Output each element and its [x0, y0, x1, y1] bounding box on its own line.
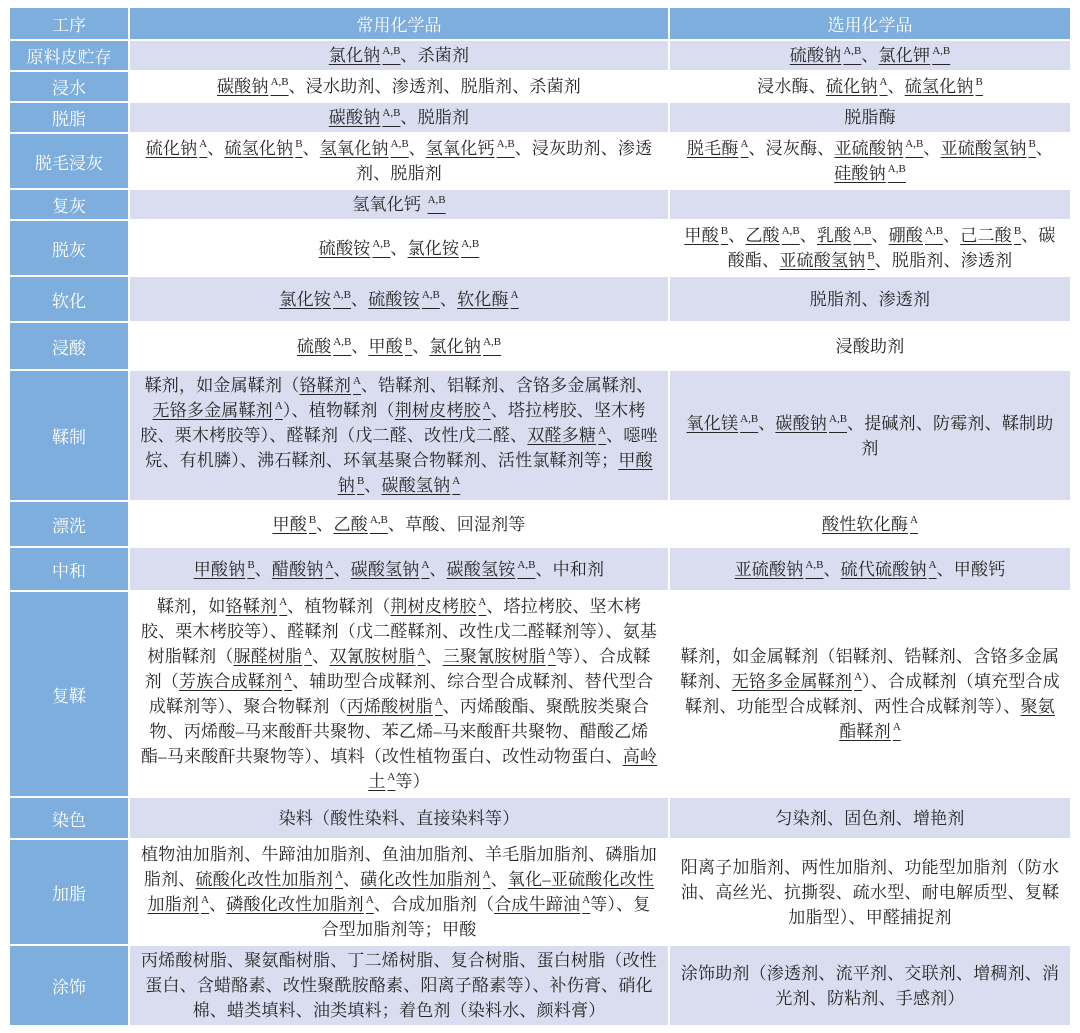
common-chemicals-cell	[130, 221, 668, 275]
text-run: 脱脂酶	[844, 108, 896, 127]
optional-chemicals-cell	[670, 72, 1070, 101]
table-body	[10, 41, 1070, 1025]
process-cell: 脱毛浸灰	[10, 134, 128, 188]
text-run: 涂饰助剂（渗透剂、流平剂、交联剂、增稠剂、消光剂、防粘剂、手感剂）	[680, 963, 1060, 1008]
chemical-name-underlined: 氧化镁 $^{A,B}$	[686, 412, 759, 433]
footnote-marker: A	[910, 513, 918, 526]
footnote-marker: A,B	[270, 76, 289, 89]
chemical-name-underlined: 硫酸 $^{A,B}$	[296, 335, 352, 356]
process-cell: 浸酸	[10, 323, 128, 369]
header-common-chemicals: 常用化学品	[130, 8, 668, 39]
chemical-name-underlined: 荆树皮栲胶 $^A$	[390, 596, 487, 616]
footnote-marker: A,B	[829, 412, 848, 425]
chemical-name-underlined: 甲酸 $^B$	[272, 513, 317, 534]
footnote-marker: A	[854, 671, 863, 684]
chemicals-table	[8, 6, 1072, 1027]
text-run: 、	[316, 514, 334, 534]
optional-chemicals-cell	[670, 798, 1070, 838]
common-chemicals-cell	[130, 134, 668, 188]
footnote-marker: A	[598, 425, 607, 438]
text-run: 浸酸助剂	[835, 336, 905, 356]
footnote-marker: A	[274, 400, 283, 413]
text-run: 、	[343, 870, 361, 889]
text-run: 、	[799, 226, 817, 245]
chemical-name-underlined: 合成牛蹄油 $^A$	[494, 894, 591, 914]
footnote-marker: A	[365, 894, 374, 907]
table-row	[10, 946, 1070, 1025]
footnote-marker: A,B	[390, 138, 409, 151]
common-chemicals-cell	[130, 371, 668, 500]
text-run: 鞣剂，如金属鞣剂（	[144, 376, 300, 395]
footnote-marker: A,B	[843, 45, 862, 58]
chemical-name-underlined: 硫酸铵 $^{A,B}$	[318, 237, 391, 258]
footnote-marker: A	[547, 646, 556, 659]
footnote-marker: B	[867, 250, 875, 263]
chemical-name-underlined: 硼酸 $^{A,B}$	[888, 225, 944, 245]
chemical-name-underlined: 三聚氰胺树脂 $^A$	[442, 646, 556, 666]
table-row	[10, 548, 1070, 590]
header-optional-chemicals: 选用化学品	[670, 8, 1070, 39]
chemical-name-underlined: 氯化钠 $^{A,B}$	[328, 45, 401, 65]
footnote-marker: A,B	[369, 513, 388, 526]
text-run: 、中和剂	[535, 559, 605, 579]
optional-chemicals-cell	[670, 134, 1070, 188]
text-run: 等）、合成鞣剂（	[144, 647, 651, 691]
chemical-name-underlined: 碳酸氢钠 $^A$	[350, 558, 430, 579]
footnote-marker: A,B	[332, 288, 352, 301]
text-run: 等）	[395, 772, 430, 791]
common-chemicals-cell	[130, 103, 668, 132]
footnote-marker: B	[1028, 138, 1036, 151]
footnote-marker: A	[510, 288, 519, 301]
chemical-name-underlined: 铬鞣剂 $^A$	[299, 375, 361, 395]
text-run: 、	[429, 559, 447, 579]
chemical-name-underlined: 硫代硫酸钠 $^A$	[840, 558, 937, 579]
optional-chemicals-cell	[670, 277, 1070, 321]
footnote-marker: A	[928, 558, 937, 571]
optional-chemicals-cell	[670, 323, 1070, 369]
text-run: 植物油加脂剂、牛蹄油加脂剂、鱼油加脂剂、羊毛脂加脂剂、磷脂加脂剂、	[141, 845, 657, 889]
text-run: 、丙烯酸酯、聚酰胺类聚合物、丙烯酸–马来酸酐共聚物、苯乙烯–马来酸酐共聚物、醋酸乙烯酯–马来酸酐共聚物等）、填料（改性植物蛋白、改性动物蛋白、	[140, 697, 650, 766]
chemical-name-underlined: 氧化–亚硫酸化改性加脂剂 $^A$	[147, 870, 655, 914]
footnote-marker: A	[284, 671, 293, 684]
chemical-name-underlined	[426, 195, 446, 214]
chemical-name-underlined: 磷酸化改性加脂剂 $^A$	[226, 894, 374, 914]
footnote-marker: A	[417, 646, 426, 659]
chemical-name-underlined: 亚硫酸氢钠 $^B$	[779, 250, 875, 270]
footnote-marker: A,B	[496, 138, 515, 151]
text-run: 、	[923, 139, 941, 158]
footnote-marker: A	[452, 475, 461, 488]
table-row	[10, 323, 1070, 369]
text-run: 、	[254, 559, 272, 579]
footnote-marker: A	[353, 375, 361, 388]
footnote-marker: A	[582, 894, 591, 907]
table-row	[10, 221, 1070, 275]
chemical-name-underlined: 乙酸 $^{A,B}$	[333, 513, 388, 534]
table-row	[10, 103, 1070, 132]
process-cell: 复灰	[10, 190, 128, 219]
footnote-marker: A	[892, 721, 901, 734]
process-cell: 浸水	[10, 72, 128, 101]
chemical-name-underlined: 双醛多糖 $^A$	[527, 425, 607, 445]
footnote-marker: B	[356, 475, 365, 488]
process-cell: 加脂	[10, 840, 128, 944]
chemical-name-underlined: 碳酸钠 $^{A,B}$	[775, 412, 848, 433]
footnote-marker: A,B	[853, 225, 872, 238]
chemical-name-underlined: 氯化钾 $^{A,B}$	[878, 45, 951, 65]
table-row	[10, 277, 1070, 321]
chemical-name-underlined: 氯化铵 $^{A,B}$	[407, 237, 480, 258]
optional-chemicals-cell	[670, 548, 1070, 590]
chemical-name-underlined: 甲酸钠 $^B$	[337, 451, 653, 495]
text-run: 、	[209, 895, 227, 914]
process-cell: 中和	[10, 548, 128, 590]
chemical-name-underlined: 己二酸 $^B$	[960, 225, 1022, 245]
chemical-name-underlined: 双氰胺树脂 $^A$	[329, 646, 426, 666]
chemical-name-underlined: 亚硫酸钠 $^{A,B}$	[734, 558, 824, 579]
chemical-name-underlined: 甲酸 $^B$	[684, 225, 729, 245]
chemical-name-underlined: 软化酶 $^A$	[457, 288, 519, 309]
chemical-name-underlined: 酸性软化酶 $^A$	[822, 513, 918, 534]
chemical-name-underlined: 芳族合成鞣剂 $^A$	[179, 671, 293, 691]
text-run: 、塔拉栲胶、坚木栲胶、栗木栲胶等）、醛鞣剂（戊二醛、改性戊二醛、	[140, 401, 646, 445]
footnote-marker: A,B	[333, 335, 352, 348]
footnote-marker: B	[308, 513, 317, 526]
table-row	[10, 592, 1070, 796]
common-chemicals-cell	[130, 502, 668, 546]
text-run: 、碳酸酯、	[727, 226, 1056, 270]
footnote-marker: A	[434, 696, 443, 709]
optional-chemicals-cell	[670, 592, 1070, 796]
chemical-name-underlined: 硫酸钠 $^{A,B}$	[789, 45, 862, 65]
footnote-marker: A	[325, 558, 334, 571]
text-run: 、	[871, 226, 889, 245]
optional-chemicals-cell	[670, 41, 1070, 70]
text-run: 、	[758, 413, 776, 433]
chemical-name-underlined: 脱毛酶 $^A$	[686, 138, 749, 158]
text-run: 、	[408, 139, 426, 158]
text-run: 、	[333, 559, 351, 579]
chemical-name-underlined: 乳酸 $^{A,B}$	[816, 225, 872, 245]
text-run: 、	[364, 476, 382, 495]
text-run: 、	[390, 238, 408, 258]
text-run: 、	[207, 139, 225, 158]
text-run: 鞣剂，如	[156, 597, 226, 616]
chemical-name-underlined: 硫酸铵 $^{A,B}$	[368, 288, 440, 309]
footnote-marker: A,B	[932, 45, 951, 58]
optional-chemicals-cell	[670, 371, 1070, 500]
footnote-marker: A	[199, 138, 208, 151]
text-run: 染料（酸性染料、直接染料等）	[278, 808, 520, 828]
text-run: 、	[351, 336, 369, 356]
footnote-marker: A	[387, 771, 396, 784]
process-cell: 染色	[10, 798, 128, 838]
optional-chemicals-cell	[670, 840, 1070, 944]
footnote-marker: A	[304, 646, 313, 659]
footnote-marker: A	[482, 400, 491, 413]
text-run: 、	[425, 647, 443, 666]
chemical-name-underlined: 甲酸钠 $^B$	[193, 558, 255, 579]
text-run: 、	[1035, 139, 1054, 158]
common-chemicals-cell	[130, 277, 668, 321]
chemical-name-underlined: 硫酸化改性加脂剂 $^A$	[195, 869, 344, 889]
text-run: 、	[728, 226, 746, 245]
chemical-name-underlined: 亚硫酸钠 $^{A,B}$	[834, 138, 924, 158]
common-chemicals-cell	[130, 72, 668, 101]
text-run: 丙烯酸树脂、聚氨酯树脂、丁二烯树脂、复合树脂、蛋白树脂（改性蛋白、含蜡酪素、改性聚酰胺酪素、阳离子酪素等）、补伤膏、硝化棉、蜡类填料、油类填料；着色剂（染料水、颜料膏）	[141, 951, 657, 1020]
footnote-marker: A,B	[805, 558, 824, 571]
text-run: 、甲酸钙	[936, 559, 1006, 579]
text-run: 、	[823, 559, 841, 579]
common-chemicals-cell	[130, 190, 668, 219]
text-run: 、辅助型合成鞣剂、综合型合成鞣剂、替代型合成鞣剂等）、聚合物鞣剂（	[148, 672, 654, 716]
table-row	[10, 41, 1070, 70]
text-run: 等）、复合型加脂剂等；甲酸	[321, 895, 651, 939]
chemical-name-underlined: 无铬多金属鞣剂 $^A$	[731, 671, 863, 691]
text-run: 、	[302, 139, 320, 158]
text-run: 、浸灰助剂、渗透剂、脱脂剂	[356, 139, 653, 183]
common-chemicals-cell	[130, 840, 668, 944]
text-run: 、噁唑烷、有机膦）、沸石鞣剂、环氧基聚合物鞣剂、活性氯鞣剂等；	[145, 426, 658, 470]
chemical-name-underlined: 硅酸钠 $^{A,B}$	[834, 163, 906, 183]
table-row	[10, 502, 1070, 546]
text-run: 、	[312, 647, 330, 666]
table-row	[10, 72, 1070, 101]
chemical-name-underlined: 碳酸钠 $^{A,B}$	[328, 107, 401, 127]
footnote-marker: A,B	[925, 225, 944, 238]
text-run: 匀染剂、固色剂、增艳剂	[775, 808, 965, 828]
footnote-marker: B	[404, 335, 413, 348]
text-run: 、	[861, 46, 879, 65]
common-chemicals-cell	[130, 798, 668, 838]
footnote-marker: A,B	[372, 237, 391, 250]
process-cell: 原料皮贮存	[10, 41, 128, 70]
chemical-name-underlined: 亚硫酸氢钠 $^B$	[940, 138, 1036, 158]
chemical-name-underlined: 铬鞣剂 $^A$	[225, 596, 288, 616]
footnote-marker: A	[335, 869, 344, 882]
chemical-name-underlined: 聚氨酯鞣剂 $^A$	[839, 697, 1055, 741]
optional-chemicals-cell	[670, 946, 1070, 1025]
chemical-name-underlined: 氢氧化钙 $^{A,B}$	[425, 138, 515, 158]
text-run: 、脱脂剂、渗透剂	[874, 251, 1013, 270]
table-row	[10, 371, 1070, 500]
footnote-marker: A,B	[740, 412, 759, 425]
header-row	[10, 8, 1070, 39]
header-process: 工序	[10, 8, 128, 39]
chemical-name-underlined: 碳酸钠 $^{A,B}$	[216, 76, 289, 96]
footnote-marker: B	[720, 225, 729, 238]
chemical-name-underlined: 甲酸 $^B$	[368, 335, 413, 356]
text-run: 、浸灰酶、	[748, 139, 835, 158]
chemical-name-underlined: 无铬多金属鞣剂 $^A$	[152, 400, 283, 420]
chemical-name-underlined: 高岭土 $^A$	[368, 747, 658, 791]
common-chemicals-cell	[130, 41, 668, 70]
footnote-marker: A,B	[421, 288, 440, 301]
chemical-name-underlined: 丙烯酸树脂 $^A$	[346, 696, 443, 716]
footnote-marker: A,B	[887, 163, 906, 176]
text-run: 、杀菌剂	[400, 46, 470, 65]
text-run: 、	[439, 289, 458, 309]
chemical-name-underlined: 硫化钠 $^A$	[825, 76, 888, 96]
footnote-marker: A,B	[781, 225, 800, 238]
text-run: 、合成加脂剂（	[373, 895, 495, 914]
footnote-marker: B	[295, 138, 303, 151]
text-run: 、脱脂剂	[400, 108, 470, 127]
common-chemicals-cell	[130, 946, 668, 1025]
chemical-name-underlined: 碳酸氢铵 $^{A,B}$	[446, 558, 536, 579]
footnote-marker: A	[478, 596, 487, 609]
chemical-name-underlined: 荆树皮栲胶 $^A$	[394, 400, 491, 420]
footnote-marker: A,B	[382, 45, 401, 58]
chemical-name-underlined: 氢氧化钠 $^{A,B}$	[319, 138, 409, 158]
footnote-marker: A,B	[905, 138, 924, 151]
optional-chemicals-cell	[670, 190, 1070, 219]
footnote-marker: B	[1013, 225, 1022, 238]
chemical-name-underlined: 乙酸 $^{A,B}$	[745, 225, 800, 245]
text-run: ）、合成鞣剂（填充型合成鞣剂、功能型合成鞣剂、两性合成鞣剂等）、	[685, 672, 1060, 716]
footnote-marker: A,B	[461, 237, 480, 250]
footnote-marker: A	[482, 869, 491, 882]
footnote-marker: A	[421, 558, 430, 571]
chemical-name-underlined: 碳酸氢钠 $^A$	[381, 475, 461, 495]
chemical-name-underlined: 氯化钠 $^{A,B}$	[429, 335, 502, 356]
footnote-marker: A,B	[427, 194, 446, 207]
table-row	[10, 798, 1070, 838]
text-run: 、提碱剂、防霉剂、鞣制助剂	[847, 413, 1054, 458]
footnote-marker: A	[201, 894, 210, 907]
chemical-name-underlined: 脲醛树脂 $^A$	[233, 646, 313, 666]
chemical-name-underlined: 硫氢化钠 $^B$	[904, 76, 983, 96]
chemical-name-underlined: 硫氢化钠 $^B$	[224, 138, 303, 158]
process-cell: 鞣制	[10, 371, 128, 500]
footnote-marker: A	[279, 596, 288, 609]
text-run: 、	[943, 226, 961, 245]
process-cell: 涂饰	[10, 946, 128, 1025]
text-run: 鞣剂，如金属鞣剂（铝鞣剂、锆鞣剂、含铬多金属鞣剂、	[680, 647, 1060, 691]
process-cell: 软化	[10, 277, 128, 321]
common-chemicals-cell	[130, 592, 668, 796]
footnote-marker: A,B	[517, 558, 536, 571]
text-run: 、塔拉栲胶、坚木栲胶、栗木栲胶等）、醛鞣剂（戊二醛鞣剂、改性戊二醛鞣剂等）、氨基树脂鞣剂（	[140, 597, 658, 666]
process-cell: 漂洗	[10, 502, 128, 546]
text-run: 、草酸、回湿剂等	[387, 514, 526, 534]
footnote-marker: B	[247, 558, 255, 571]
chemical-name-underlined: 醋酸钠 $^A$	[271, 558, 334, 579]
table-row	[10, 190, 1070, 219]
common-chemicals-cell	[130, 323, 668, 369]
table-row	[10, 134, 1070, 188]
chemical-name-underlined: 磺化改性加脂剂 $^A$	[360, 869, 491, 889]
optional-chemicals-cell	[670, 502, 1070, 546]
text-run: 、	[887, 77, 905, 96]
text-run: ）、植物鞣剂（	[282, 401, 395, 420]
text-run: 、	[412, 336, 430, 356]
text-run: 浸水酶、	[757, 77, 826, 96]
optional-chemicals-cell	[670, 221, 1070, 275]
footnote-marker: B	[975, 76, 983, 89]
chemical-name-underlined: 硫化钠 $^A$	[145, 138, 208, 158]
process-cell: 脱脂	[10, 103, 128, 132]
footnote-marker: A,B	[382, 107, 401, 120]
text-run: 氢氧化钙	[352, 195, 426, 214]
common-chemicals-cell	[130, 548, 668, 590]
table-row	[10, 840, 1070, 944]
process-cell: 脱灰	[10, 221, 128, 275]
text-run: 阳离子加脂剂、两性加脂剂、功能型加脂剂（防水油、高丝光、抗撕裂、疏水型、耐电解质型、复鞣加脂型）、甲醛捕捉剂	[680, 857, 1060, 927]
chemical-name-underlined: 氯化铵 $^{A,B}$	[279, 288, 352, 309]
footnote-marker: A,B	[483, 335, 502, 348]
optional-chemicals-cell	[670, 103, 1070, 132]
text-run: 、锆鞣剂、铝鞣剂、含铬多金属鞣剂、	[360, 376, 654, 395]
text-run: 、浸水助剂、渗透剂、脱脂剂、杀菌剂	[288, 77, 582, 96]
text-run: 脱脂剂、渗透剂	[809, 289, 931, 309]
process-cell: 复鞣	[10, 592, 128, 796]
footnote-marker: A	[740, 138, 749, 151]
text-run: 、植物鞣剂（	[287, 597, 391, 616]
footnote-marker: A	[879, 76, 888, 89]
text-run: 、	[351, 289, 369, 309]
text-run: 、	[490, 870, 508, 889]
